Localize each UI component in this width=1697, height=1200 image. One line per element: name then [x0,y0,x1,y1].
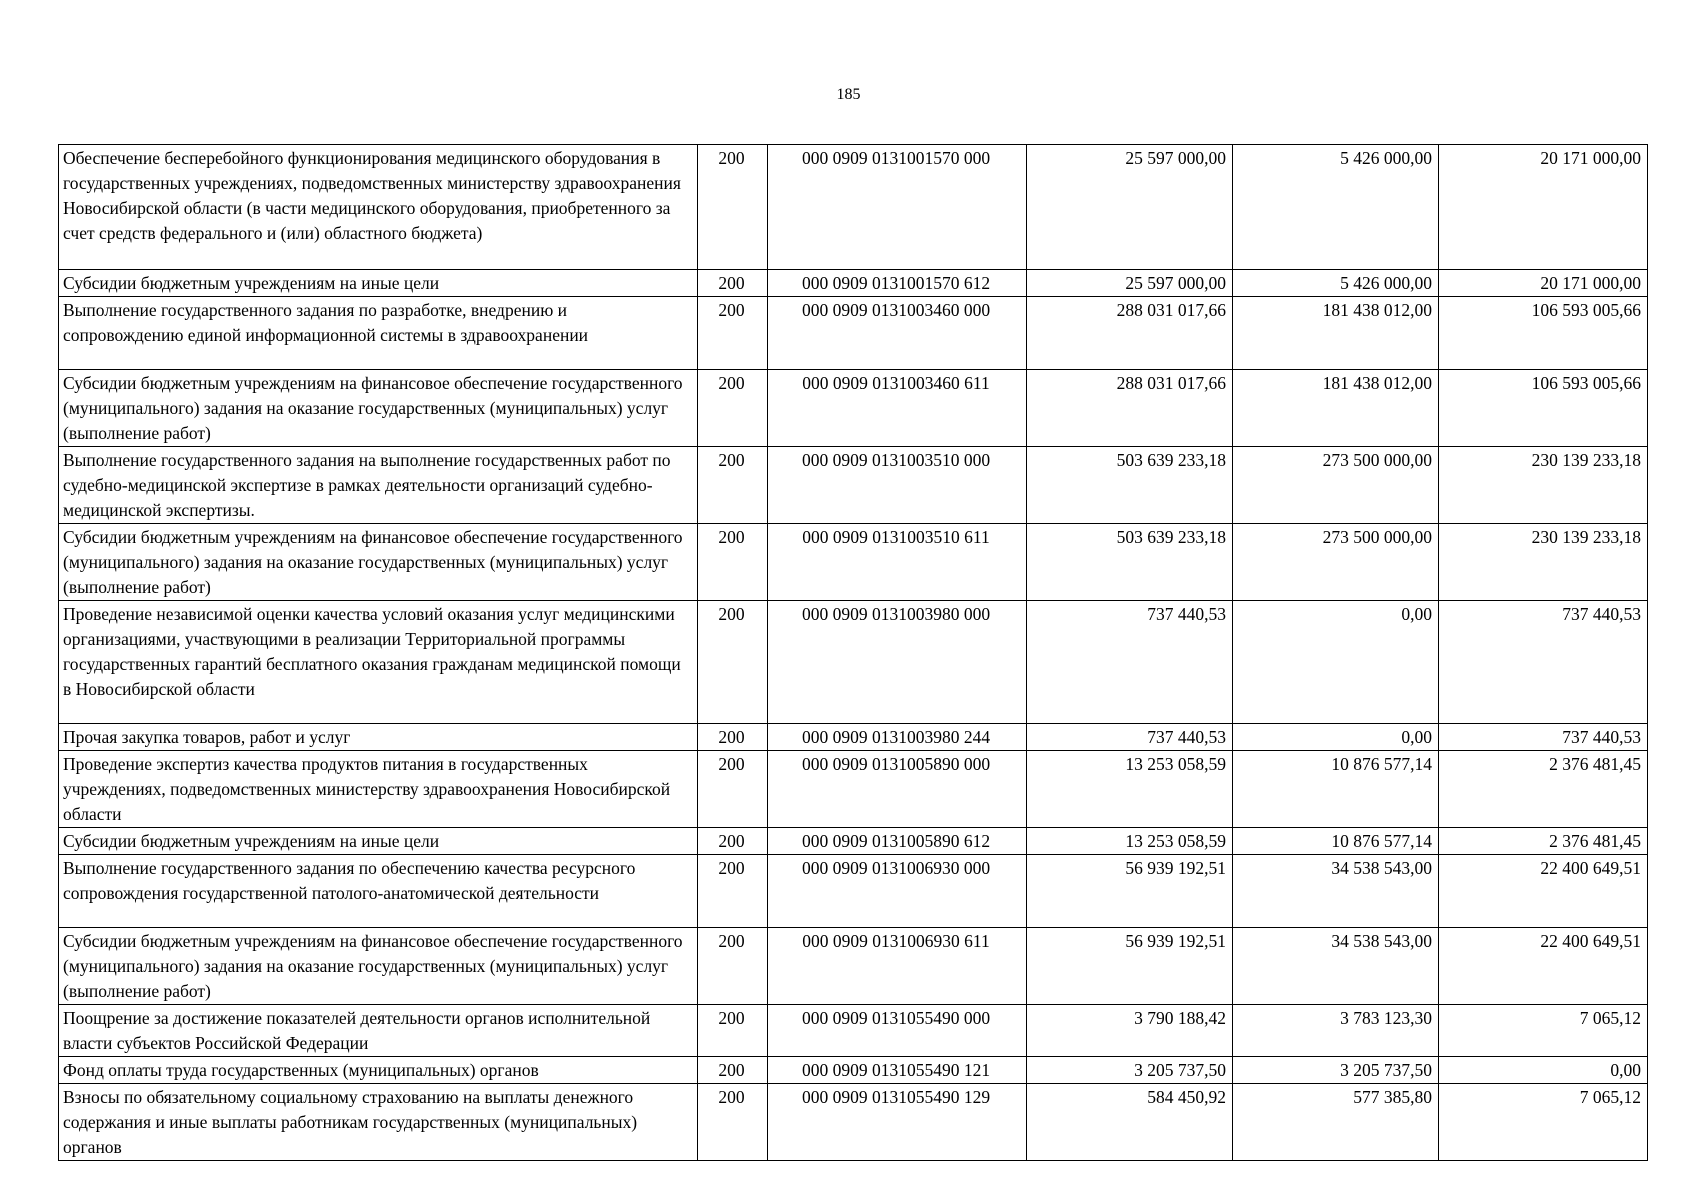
row-kbk-cell: 000 0909 0131005890 000 [768,751,1027,828]
table-row [59,297,1648,370]
table-row [59,855,1648,928]
page-number: 185 [836,86,861,103]
row-name-cell: Выполнение государственного задания по обеспечению качества ресурсного сопровождения государственной патолого-анатомической деятельности [59,855,698,928]
row-code-cell: 200 [698,1084,768,1161]
row-executed-cell: 3 783 123,30 [1233,1005,1439,1057]
table-row [59,370,1648,447]
row-unexecuted-cell: 230 139 233,18 [1439,447,1648,524]
row-executed-cell: 577 385,80 [1233,1084,1439,1161]
row-kbk-cell: 000 0909 0131055490 121 [768,1057,1027,1084]
row-approved-cell: 737 440,53 [1027,601,1233,724]
row-kbk-cell: 000 0909 0131003980 244 [768,724,1027,751]
row-name-cell: Выполнение государственного задания по разработке, внедрению и сопровождению единой информационной системы в здравоохранении [59,297,698,370]
row-unexecuted-cell: 737 440,53 [1439,724,1648,751]
row-approved-cell: 3 790 188,42 [1027,1005,1233,1057]
row-kbk-cell: 000 0909 0131055490 000 [768,1005,1027,1057]
row-unexecuted-cell: 106 593 005,66 [1439,370,1648,447]
row-code-cell: 200 [698,928,768,1005]
row-unexecuted-cell: 22 400 649,51 [1439,928,1648,1005]
row-kbk-cell: 000 0909 0131003980 000 [768,601,1027,724]
row-approved-cell: 56 939 192,51 [1027,928,1233,1005]
row-executed-cell: 10 876 577,14 [1233,751,1439,828]
table-row [59,1084,1648,1161]
row-approved-cell: 584 450,92 [1027,1084,1233,1161]
table-row [59,724,1648,751]
row-approved-cell: 25 597 000,00 [1027,145,1233,270]
table-row [59,601,1648,724]
row-code-cell: 200 [698,447,768,524]
row-name-cell: Субсидии бюджетным учреждениям на финансовое обеспечение государственного (муниципального) задания на оказание государственных (муниципальных) услуг (выполнение работ) [59,370,698,447]
row-name-cell: Прочая закупка товаров, работ и услуг [59,724,698,751]
row-unexecuted-cell: 22 400 649,51 [1439,855,1648,928]
row-name-cell: Обеспечение бесперебойного функционирования медицинского оборудования в государственных учреждениях, подведомственных министерству здравоохранения Новосибирской области (в части медицинского оборудования, приобретенного за счет средств федерального и (или) областного бюджета) [59,145,698,270]
row-unexecuted-cell: 7 065,12 [1439,1084,1648,1161]
row-approved-cell: 288 031 017,66 [1027,370,1233,447]
row-unexecuted-cell: 7 065,12 [1439,1005,1648,1057]
table-row [59,928,1648,1005]
row-name-cell: Субсидии бюджетным учреждениям на иные цели [59,270,698,297]
row-code-cell: 200 [698,145,768,270]
row-kbk-cell: 000 0909 0131003510 611 [768,524,1027,601]
row-kbk-cell: 000 0909 0131001570 612 [768,270,1027,297]
row-unexecuted-cell: 737 440,53 [1439,601,1648,724]
row-code-cell: 200 [698,601,768,724]
row-name-cell: Проведение экспертиз качества продуктов питания в государственных учреждениях, подведомственных министерству здравоохранения Новосибирской области [59,751,698,828]
row-executed-cell: 10 876 577,14 [1233,828,1439,855]
row-kbk-cell: 000 0909 0131005890 612 [768,828,1027,855]
table-body [59,145,1648,1161]
row-name-cell: Выполнение государственного задания на выполнение государственных работ по судебно-медицинской экспертизе в рамках деятельности организаций судебно-медицинской экспертизы. [59,447,698,524]
table-row [59,1005,1648,1057]
row-kbk-cell: 000 0909 0131003460 000 [768,297,1027,370]
row-executed-cell: 273 500 000,00 [1233,524,1439,601]
table-row [59,751,1648,828]
table-row [59,447,1648,524]
row-name-cell: Субсидии бюджетным учреждениям на иные цели [59,828,698,855]
row-code-cell: 200 [698,1057,768,1084]
row-unexecuted-cell: 0,00 [1439,1057,1648,1084]
row-kbk-cell: 000 0909 0131003510 000 [768,447,1027,524]
row-kbk-cell: 000 0909 0131055490 129 [768,1084,1027,1161]
row-code-cell: 200 [698,1005,768,1057]
row-name-cell: Субсидии бюджетным учреждениям на финансовое обеспечение государственного (муниципального) задания на оказание государственных (муниципальных) услуг (выполнение работ) [59,928,698,1005]
row-kbk-cell: 000 0909 0131001570 000 [768,145,1027,270]
row-approved-cell: 25 597 000,00 [1027,270,1233,297]
row-code-cell: 200 [698,828,768,855]
row-unexecuted-cell: 2 376 481,45 [1439,828,1648,855]
row-executed-cell: 3 205 737,50 [1233,1057,1439,1084]
row-executed-cell: 34 538 543,00 [1233,855,1439,928]
row-executed-cell: 181 438 012,00 [1233,297,1439,370]
row-executed-cell: 181 438 012,00 [1233,370,1439,447]
row-executed-cell: 0,00 [1233,601,1439,724]
row-unexecuted-cell: 20 171 000,00 [1439,270,1648,297]
row-code-cell: 200 [698,751,768,828]
table-row [59,828,1648,855]
row-kbk-cell: 000 0909 0131006930 000 [768,855,1027,928]
row-code-cell: 200 [698,524,768,601]
row-code-cell: 200 [698,270,768,297]
row-code-cell: 200 [698,297,768,370]
row-approved-cell: 13 253 058,59 [1027,828,1233,855]
row-code-cell: 200 [698,370,768,447]
row-kbk-cell: 000 0909 0131003460 611 [768,370,1027,447]
row-approved-cell: 737 440,53 [1027,724,1233,751]
row-name-cell: Фонд оплаты труда государственных (муниципальных) органов [59,1057,698,1084]
row-unexecuted-cell: 230 139 233,18 [1439,524,1648,601]
row-code-cell: 200 [698,724,768,751]
row-name-cell: Поощрение за достижение показателей деятельности органов исполнительной власти субъектов Российской Федерации [59,1005,698,1057]
row-approved-cell: 56 939 192,51 [1027,855,1233,928]
row-name-cell: Взносы по обязательному социальному страхованию на выплаты денежного содержания и иные выплаты работникам государственных (муниципальных) органов [59,1084,698,1161]
table-row [59,524,1648,601]
row-name-cell: Проведение независимой оценки качества условий оказания услуг медицинскими организациями, участвующими в реализации Территориальной программы государственных гарантий бесплатного оказания гражданам медицинской помощи в Новосибирской области [59,601,698,724]
row-approved-cell: 503 639 233,18 [1027,447,1233,524]
row-unexecuted-cell: 20 171 000,00 [1439,145,1648,270]
row-executed-cell: 273 500 000,00 [1233,447,1439,524]
row-approved-cell: 13 253 058,59 [1027,751,1233,828]
row-executed-cell: 0,00 [1233,724,1439,751]
row-unexecuted-cell: 2 376 481,45 [1439,751,1648,828]
row-unexecuted-cell: 106 593 005,66 [1439,297,1648,370]
row-executed-cell: 5 426 000,00 [1233,270,1439,297]
row-executed-cell: 34 538 543,00 [1233,928,1439,1005]
row-name-cell: Субсидии бюджетным учреждениям на финансовое обеспечение государственного (муниципального) задания на оказание государственных (муниципальных) услуг (выполнение работ) [59,524,698,601]
table-row [59,145,1648,270]
row-kbk-cell: 000 0909 0131006930 611 [768,928,1027,1005]
row-approved-cell: 3 205 737,50 [1027,1057,1233,1084]
budget-execution-table [58,144,1648,1161]
row-approved-cell: 503 639 233,18 [1027,524,1233,601]
row-executed-cell: 5 426 000,00 [1233,145,1439,270]
table-row [59,1057,1648,1084]
row-code-cell: 200 [698,855,768,928]
table-row [59,270,1648,297]
row-approved-cell: 288 031 017,66 [1027,297,1233,370]
